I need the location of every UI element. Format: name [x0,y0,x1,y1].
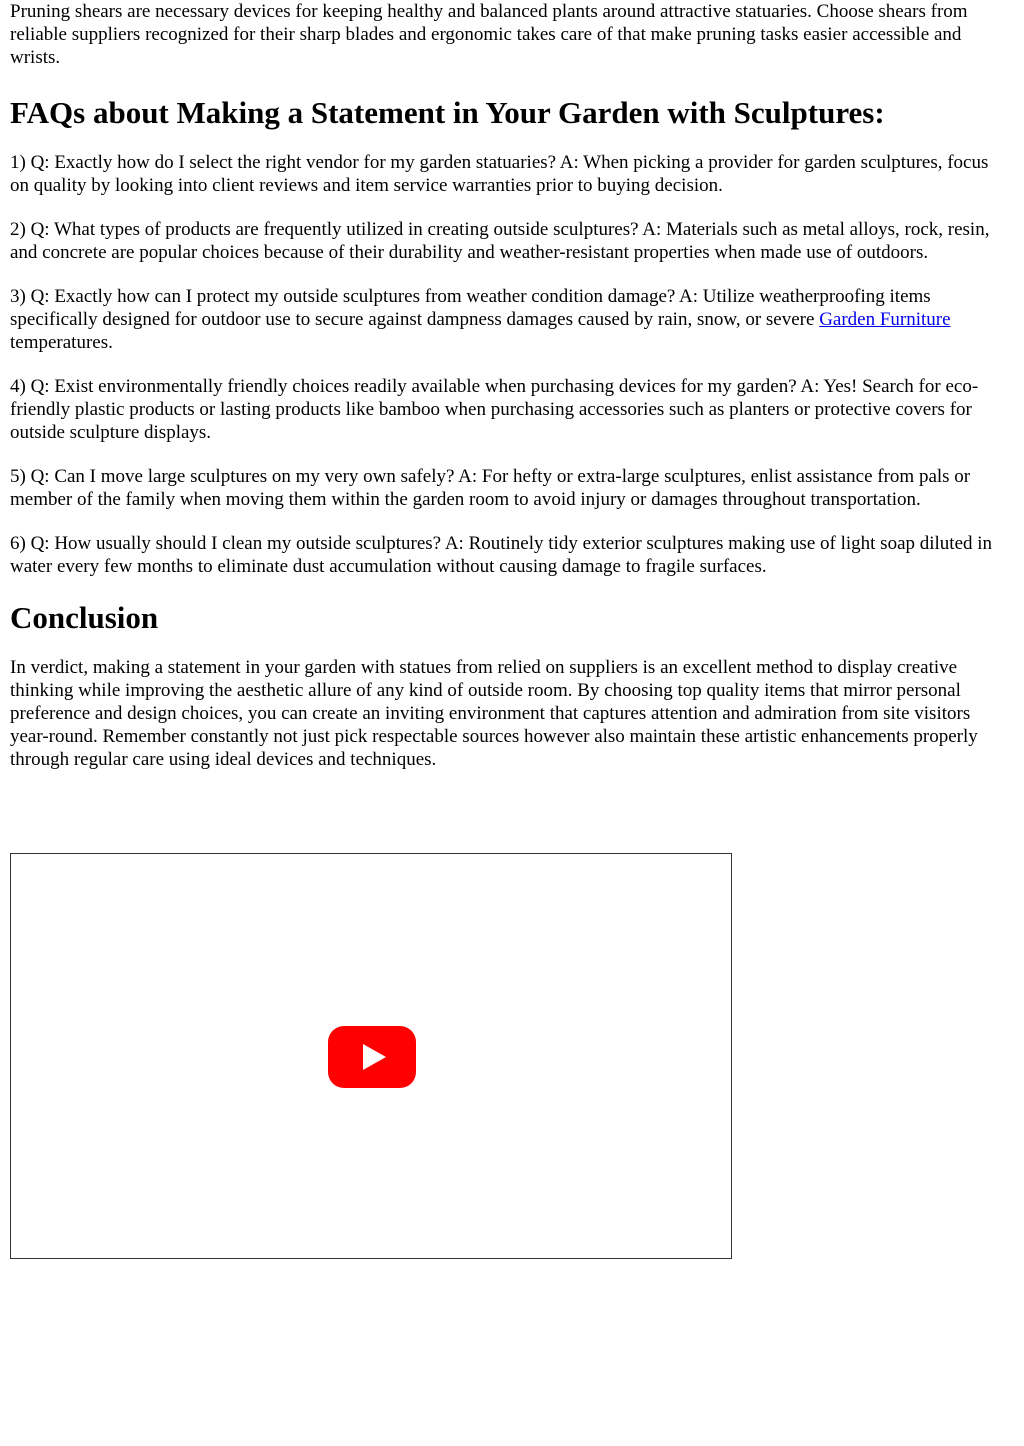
youtube-play-icon[interactable] [328,1026,416,1088]
conclusion-heading: Conclusion [10,600,159,635]
faq-item-4: 4) Q: Exist environmentally friendly choices readily available when purchasing devices for my garden? A: Yes! Search for eco-friendly plastic products or lasting products like bamboo when purchasing accessories such as planters or protective covers for outside sculpture displays. [10,376,979,443]
faq-item-6: 6) Q: How usually should I clean my outside sculptures? A: Routinely tidy exterior sculptures making use of light soap diluted in water every few months to eliminate dust accumulation without causing damage to fragile surfaces. [10,533,993,577]
intro-paragraph: Pruning shears are necessary devices for keeping healthy and balanced plants around attractive statuaries. Choose shears from reliable suppliers recognized for their sharp blades and ergonomic takes care of that make pruning tasks easier accessible and wrists. [10,1,968,68]
garden-furniture-link[interactable]: Garden Furniture [819,309,951,330]
faq-item-3 [10,285,1012,354]
faq-item-2: 2) Q: What types of products are frequently utilized in creating outside sculptures? A: Materials such as metal alloys, rock, resin, and concrete are popular choices because of their durability and weather-resistant properties when made use of outdoors. [10,219,990,263]
faq-item-1: 1) Q: Exactly how do I select the right vendor for my garden statuaries? A: When picking a provider for garden sculptures, focus on quality by looking into client reviews and item service warranties prior to buying decision. [10,152,989,196]
conclusion-paragraph: In verdict, making a statement in your garden with statues from relied on suppliers is an excellent method to display creative thinking while improving the aesthetic allure of any kind of outside room. By choosing top quality items that mirror personal preference and design choices, you can create an inviting environment that captures attention and admiration from site visitors year-round. Remember constantly not just pick respectable sources however also maintain these artistic enhancements properly through regular care using ideal devices and techniques. [10,657,978,770]
faq-heading: FAQs about Making a Statement in Your Garden with Sculptures: [10,95,885,130]
embedded-video[interactable] [10,853,732,1259]
faq-item-3-text-after: temperatures. [10,332,113,353]
faq-item-3-text-before: 3) Q: Exactly how can I protect my outside sculptures from weather condition damage? A: Utilize weatherproofing items specifically designed for outdoor use to secure against dampness damages caused by rain, snow, or severe [10,286,931,330]
article-content [10,0,1012,771]
faq-item-5: 5) Q: Can I move large sculptures on my very own safely? A: For hefty or extra-large sculptures, enlist assistance from pals or member of the family when moving them within the garden room to avoid injury or damages throughout transportation. [10,466,971,510]
